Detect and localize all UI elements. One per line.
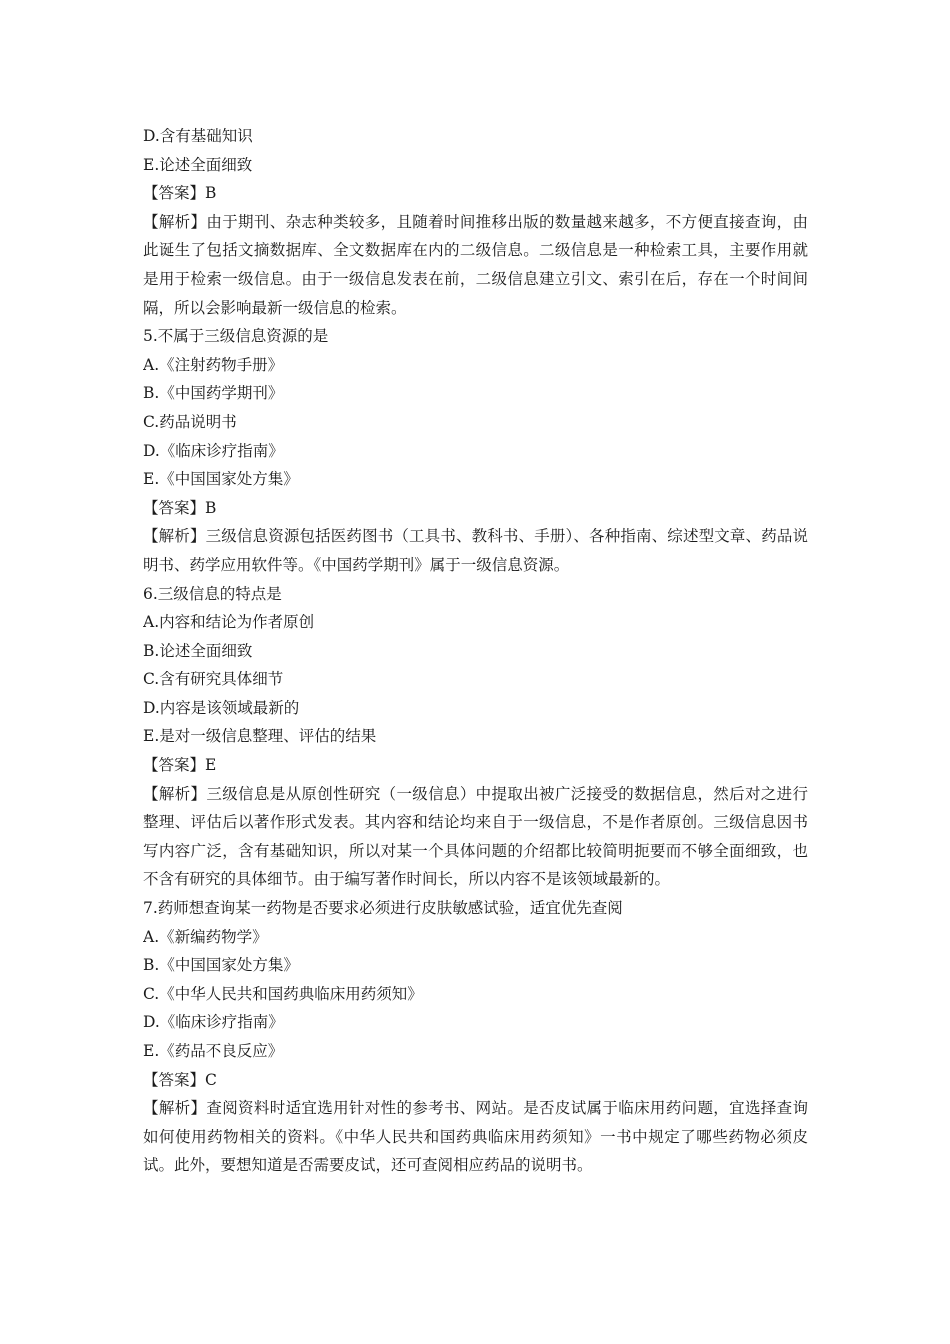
option-a: A.《注射药物手册》 xyxy=(143,355,284,374)
option-d: D.内容是该领域最新的 xyxy=(143,698,300,717)
option-e: E.《中国国家处方集》 xyxy=(143,470,299,489)
answer-line: 【答案】C xyxy=(143,1070,217,1089)
option-d: D.《临床诊疗指南》 xyxy=(143,441,284,460)
question-6: 6.三级信息的特点是 xyxy=(143,584,282,603)
explanation-paragraph: 【解析】由于期刊、杂志种类较多，且随着时间推移出版的数量越来越多，不方便直接查询，由此诞生了包括文摘数据库、全文数据库在内的二级信息。二级信息是一种检索工具，主要作用就是用于检索一级信息。由于一级信息发表在前，二级信息建立引文、索引在后，存在一个时间间隔，所以会影响最新一级信息的检索。 xyxy=(143,212,808,317)
option-d: D.含有基础知识 xyxy=(143,127,253,145)
option-b: B.《中国国家处方集》 xyxy=(143,956,299,975)
document-page xyxy=(143,122,808,1180)
option-c: C.《中华人民共和国药典临床用药须知》 xyxy=(143,984,423,1003)
question-7: 7.药师想查询某一药物是否要求必须进行皮肤敏感试验，适宜优先查阅 xyxy=(143,899,623,918)
option-e: E.论述全面细致 xyxy=(143,155,253,174)
answer-line: 【答案】B xyxy=(143,184,217,203)
option-e: E.是对一级信息整理、评估的结果 xyxy=(143,727,377,746)
option-c: C.药品说明书 xyxy=(143,412,237,431)
explanation-paragraph: 【解析】查阅资料时适宜选用针对性的参考书、网站。是否皮试属于临床用药问题，宜选择查询如何使用药物相关的资料。《中华人民共和国药典临床用药须知》一书中规定了哪些药物必须皮试。此外，要想知道是否需要皮试，还可查阅相应药品的说明书。 xyxy=(143,1099,808,1175)
option-a: A.内容和结论为作者原创 xyxy=(143,613,315,632)
question-5: 5.不属于三级信息资源的是 xyxy=(143,327,329,346)
answer-line: 【答案】B xyxy=(143,498,217,517)
explanation-paragraph: 【解析】三级信息资源包括医药图书（工具书、教科书、手册）、各种指南、综述型文章、药品说明书、药学应用软件等。《中国药学期刊》属于一级信息资源。 xyxy=(143,527,808,574)
option-e: E.《药品不良反应》 xyxy=(143,1042,284,1060)
answer-line: 【答案】E xyxy=(143,756,217,775)
option-d: D.《临床诊疗指南》 xyxy=(143,1013,284,1032)
option-b: B.论述全面细致 xyxy=(143,641,253,660)
option-c: C.含有研究具体细节 xyxy=(143,670,284,689)
explanation-paragraph: 【解析】三级信息是从原创性研究（一级信息）中提取出被广泛接受的数据信息，然后对之进行整理、评估后以著作形式发表。其内容和结论均来自于一级信息，不是作者原创。三级信息因书写内容广泛，含有基础知识，所以对某一个具体问题的介绍都比较简明扼要而不够全面细致，也不含有研究的具体细节。由于编写著作时间长，所以内容不是该领域最新的。 xyxy=(143,784,808,889)
option-b: B.《中国药学期刊》 xyxy=(143,384,284,403)
option-a: A.《新编药物学》 xyxy=(143,927,268,946)
